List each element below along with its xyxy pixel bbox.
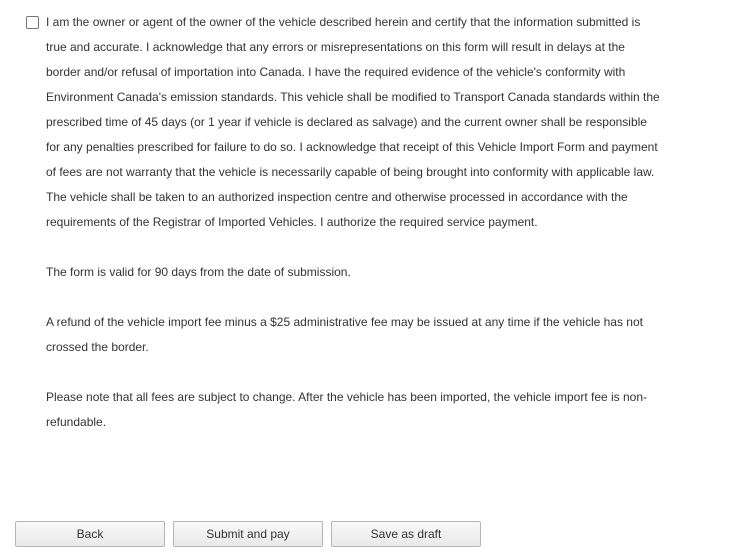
declaration-section bbox=[26, 10, 666, 435]
certification-paragraph: I am the owner or agent of the owner of the vehicle described herein and certify that the information submitted is true and accurate. I acknowledge that any errors or misrepresentations on this form will result in delays at the border and/or refusal of importation into Canada. I have the required evidence of the vehicle's conformity with Environment Canada's emission standards. This vehicle shall be modified to Transport Canada standards within the prescribed time of 45 days (or 1 year if vehicle is declared as salvage) and the current owner shall be responsible for any penalties prescribed for failure to do so. I acknowledge that receipt of this Vehicle Import Form and payment of fees are not warranty that the vehicle is necessarily capable of being brought into conformity with applicable law. The vehicle shall be taken to an authorized inspection centre and otherwise processed in accordance with the requirements of the Registrar of Imported Vehicles. I authorize the required service payment. bbox=[46, 15, 660, 229]
back-button[interactable]: Back bbox=[15, 521, 165, 547]
certify-checkbox[interactable] bbox=[26, 16, 39, 29]
save-as-draft-button[interactable]: Save as draft bbox=[331, 521, 481, 547]
declaration-text bbox=[46, 10, 661, 435]
submit-and-pay-button[interactable]: Submit and pay bbox=[173, 521, 323, 547]
validity-paragraph: The form is valid for 90 days from the date of submission. bbox=[46, 265, 351, 279]
fees-note-paragraph: Please note that all fees are subject to change. After the vehicle has been imported, the vehicle import fee is non-refundable. bbox=[46, 390, 648, 429]
refund-paragraph: A refund of the vehicle import fee minus a $25 administrative fee may be issued at any time if the vehicle has not crossed the border. bbox=[46, 315, 643, 354]
